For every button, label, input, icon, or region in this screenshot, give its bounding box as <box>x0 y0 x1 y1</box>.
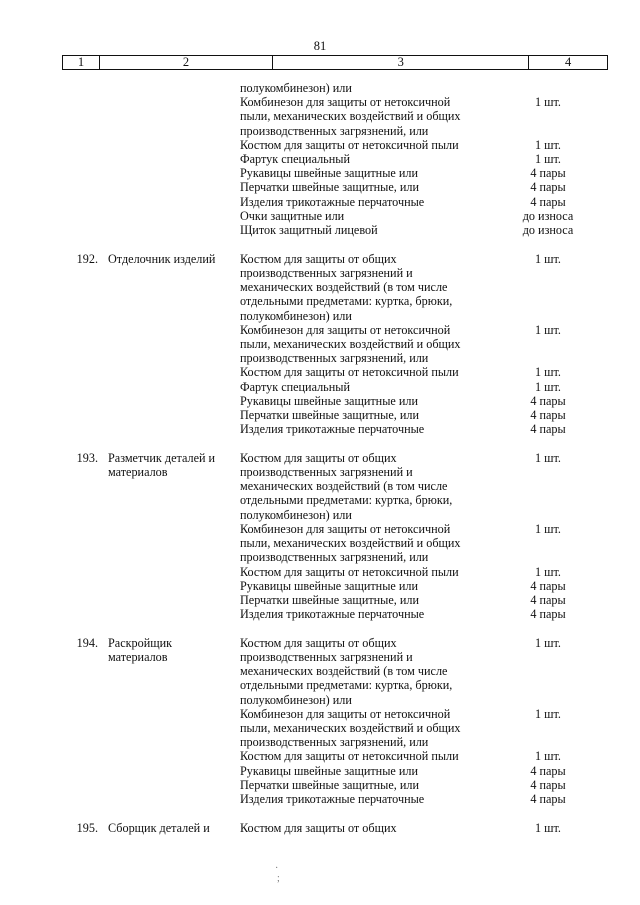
profession-name <box>98 636 240 806</box>
ppe-item <box>240 607 620 621</box>
ppe-item-line: производственных загрязнений, или <box>240 351 429 366</box>
ppe-item-description <box>240 138 485 152</box>
ppe-item <box>240 636 620 707</box>
ppe-item <box>240 394 620 408</box>
ppe-item-quantity: 4 пары <box>530 393 566 408</box>
ppe-item-quantity: 1 шт. <box>535 322 561 337</box>
ppe-item-description <box>240 422 485 436</box>
ppe-item <box>240 422 620 436</box>
ppe-item-line: Костюм для защиты от нетоксичной пыли <box>240 137 459 152</box>
ppe-item-quantity: до износа <box>522 208 574 223</box>
ppe-item-line: Костюм для защиты от общих <box>240 635 397 650</box>
row-number <box>62 81 98 237</box>
profession-name-line: материалов <box>108 465 168 480</box>
ppe-item-line: механических воздействий (в том числе <box>240 664 448 679</box>
ppe-item-description <box>240 451 485 522</box>
ppe-item-list <box>240 252 620 437</box>
table-row <box>62 451 622 621</box>
ppe-item-line: производственных загрязнений и <box>240 465 413 480</box>
ppe-item-description <box>240 579 485 593</box>
ppe-item-quantity: до износа <box>522 223 574 238</box>
ppe-item-line: механических воздействий (в том числе <box>240 479 448 494</box>
ppe-item-quantity: 4 пары <box>530 166 566 181</box>
ppe-item-description <box>240 380 485 394</box>
scan-artifact-mark: · <box>275 863 279 874</box>
ppe-item <box>240 522 620 565</box>
ppe-item <box>240 166 620 180</box>
ppe-item-list <box>240 81 620 237</box>
ppe-item-line: производственных загрязнений и <box>240 265 413 280</box>
ppe-item-quantity: 1 шт. <box>535 749 561 764</box>
ppe-item-line: Изделия трикотажные перчаточные <box>240 194 425 209</box>
group-spacer <box>62 621 622 636</box>
ppe-item-description <box>240 408 485 422</box>
ppe-item-line: производственных загрязнений, или <box>240 550 429 565</box>
ppe-item-description <box>240 223 485 237</box>
ppe-item-line: пыли, механических воздействий и общих <box>240 109 461 124</box>
ppe-item <box>240 195 620 209</box>
ppe-item <box>240 764 620 778</box>
ppe-item-line: механических воздействий (в том числе <box>240 280 448 295</box>
ppe-item-quantity: 1 шт. <box>535 450 561 465</box>
ppe-item-description <box>240 166 485 180</box>
ppe-item-quantity <box>485 81 611 95</box>
ppe-item-line: отдельными предметами: куртка, брюки, <box>240 678 453 693</box>
ppe-item-line: Костюм для защиты от нетоксичной пыли <box>240 564 459 579</box>
column-header-4: 4 <box>565 55 572 69</box>
ppe-item-line: Перчатки швейные защитные, или <box>240 777 420 792</box>
ppe-item-description <box>240 821 485 835</box>
ppe-item-line: Фартук специальный <box>240 152 350 167</box>
ppe-item <box>240 792 620 806</box>
ppe-item-line: Комбинезон для защиты от нетоксичной <box>240 322 451 337</box>
ppe-item-line: Перчатки швейные защитные, или <box>240 180 420 195</box>
ppe-item-quantity: 1 шт. <box>535 152 561 167</box>
ppe-item-quantity: 4 пары <box>530 407 566 422</box>
ppe-item-description <box>240 252 485 323</box>
table-row <box>62 81 622 237</box>
ppe-item-quantity: 4 пары <box>530 422 566 437</box>
ppe-item-line: производственных загрязнений и <box>240 650 413 665</box>
ppe-item <box>240 223 620 237</box>
ppe-item-line: Комбинезон для защиты от нетоксичной <box>240 95 451 110</box>
ppe-item-quantity: 1 шт. <box>535 365 561 380</box>
ppe-item <box>240 821 620 835</box>
ppe-item-list <box>240 451 620 621</box>
ppe-item-line: отдельными предметами: куртка, брюки, <box>240 294 453 309</box>
group-spacer <box>62 806 622 821</box>
row-number: 192. <box>76 251 98 266</box>
row-number: 193. <box>76 450 98 465</box>
ppe-item-description <box>240 81 485 95</box>
profession-name-line: Разметчик деталей и <box>108 450 216 465</box>
ppe-item <box>240 180 620 194</box>
profession-name <box>98 252 240 437</box>
ppe-item-line: Перчатки швейные защитные, или <box>240 592 420 607</box>
ppe-item <box>240 749 620 763</box>
ppe-item-description <box>240 593 485 607</box>
table-row <box>62 252 622 437</box>
ppe-item-description <box>240 209 485 223</box>
profession-name <box>98 451 240 621</box>
ppe-item-quantity: 1 шт. <box>535 635 561 650</box>
ppe-item-quantity: 4 пары <box>530 194 566 209</box>
ppe-item <box>240 408 620 422</box>
ppe-item <box>240 451 620 522</box>
column-header-row <box>62 55 608 70</box>
profession-name <box>98 81 240 237</box>
ppe-item-quantity: 4 пары <box>530 578 566 593</box>
ppe-item <box>240 95 620 138</box>
ppe-item-line: Комбинезон для защиты от нетоксичной <box>240 706 451 721</box>
ppe-item-quantity: 4 пары <box>530 763 566 778</box>
row-number: 194. <box>76 635 98 650</box>
table-row <box>62 636 622 806</box>
ppe-item-quantity: 1 шт. <box>535 137 561 152</box>
ppe-item-line: полукомбинезон) или <box>240 692 352 707</box>
ppe-item <box>240 778 620 792</box>
ppe-item-line: полукомбинезон) или <box>240 308 352 323</box>
row-number: 195. <box>76 820 98 835</box>
ppe-item-quantity: 1 шт. <box>535 820 561 835</box>
ppe-item-line: Рукавицы швейные защитные или <box>240 393 418 408</box>
ppe-item <box>240 323 620 366</box>
ppe-item <box>240 209 620 223</box>
ppe-item-list <box>240 821 620 835</box>
ppe-item-line: отдельными предметами: куртка, брюки, <box>240 493 453 508</box>
ppe-item-description <box>240 195 485 209</box>
ppe-item-description <box>240 180 485 194</box>
ppe-item-line: Костюм для защиты от нетоксичной пыли <box>240 749 459 764</box>
ppe-item-line: полукомбинезон) или <box>240 507 352 522</box>
ppe-item <box>240 579 620 593</box>
ppe-item-line: Щиток защитный лицевой <box>240 223 378 238</box>
ppe-item-description <box>240 607 485 621</box>
ppe-item-description <box>240 707 485 750</box>
ppe-item-description <box>240 778 485 792</box>
ppe-item <box>240 252 620 323</box>
ppe-item-description <box>240 565 485 579</box>
ppe-item-quantity: 4 пары <box>530 792 566 807</box>
ppe-item-line: Костюм для защиты от общих <box>240 450 397 465</box>
ppe-item-line: Костюм для защиты от общих <box>240 251 397 266</box>
ppe-item <box>240 380 620 394</box>
ppe-item-line: полукомбинезон) или <box>240 81 352 95</box>
ppe-item-line: Рукавицы швейные защитные или <box>240 578 418 593</box>
group-spacer <box>62 237 622 252</box>
ppe-item-line: Изделия трикотажные перчаточные <box>240 792 425 807</box>
ppe-item-line: пыли, механических воздействий и общих <box>240 721 461 736</box>
ppe-item-description <box>240 792 485 806</box>
ppe-item-line: Костюм для защиты от нетоксичной пыли <box>240 365 459 380</box>
ppe-item-quantity: 1 шт. <box>535 95 561 110</box>
ppe-item-description <box>240 365 485 379</box>
table-row <box>62 821 622 835</box>
ppe-item-line: Рукавицы швейные защитные или <box>240 763 418 778</box>
ppe-item-quantity: 4 пары <box>530 777 566 792</box>
ppe-item <box>240 565 620 579</box>
ppe-item-line: Фартук специальный <box>240 379 350 394</box>
ppe-item-line: производственных загрязнений, или <box>240 735 429 750</box>
ppe-item-quantity: 1 шт. <box>535 251 561 266</box>
column-header-3: 3 <box>273 56 529 69</box>
ppe-item-line: Перчатки швейные защитные, или <box>240 407 420 422</box>
ppe-item-description <box>240 323 485 366</box>
ppe-item-description <box>240 749 485 763</box>
profession-name-line: Сборщик деталей и <box>108 820 210 835</box>
profession-name-line: Отделочник изделий <box>108 251 216 266</box>
ppe-item <box>240 593 620 607</box>
ppe-item-quantity: 4 пары <box>530 592 566 607</box>
ppe-item <box>240 365 620 379</box>
ppe-item-quantity: 1 шт. <box>535 379 561 394</box>
ppe-item-line: Изделия трикотажные перчаточные <box>240 607 425 622</box>
ppe-item-list <box>240 636 620 806</box>
ppe-item-line: Очки защитные или <box>240 208 345 223</box>
ppe-item-description <box>240 764 485 778</box>
ppe-item-quantity: 1 шт. <box>535 564 561 579</box>
ppe-item <box>240 707 620 750</box>
ppe-item-quantity: 1 шт. <box>535 706 561 721</box>
ppe-item-line: Рукавицы швейные защитные или <box>240 166 418 181</box>
column-header-2: 2 <box>100 56 273 69</box>
ppe-item-description <box>240 95 485 138</box>
ppe-item-line: Изделия трикотажные перчаточные <box>240 422 425 437</box>
ppe-item-description <box>240 522 485 565</box>
ppe-item-quantity: 1 шт. <box>535 521 561 536</box>
ppe-item <box>240 81 620 95</box>
ppe-item-line: пыли, механических воздействий и общих <box>240 336 461 351</box>
ppe-item <box>240 138 620 152</box>
profession-name-line: материалов <box>108 650 168 665</box>
ppe-item-quantity: 4 пары <box>530 180 566 195</box>
ppe-item <box>240 152 620 166</box>
ppe-item-description <box>240 636 485 707</box>
document-table-body <box>62 81 622 835</box>
group-spacer <box>62 436 622 451</box>
page-number: 81 <box>313 39 327 53</box>
ppe-item-line: производственных загрязнений, или <box>240 123 429 138</box>
profession-name <box>98 821 240 835</box>
ppe-item-description <box>240 152 485 166</box>
ppe-item-line: Комбинезон для защиты от нетоксичной <box>240 521 451 536</box>
scan-artifact-mark: ; <box>277 873 280 884</box>
ppe-item-line: Костюм для защиты от общих <box>240 820 397 835</box>
ppe-item-quantity: 4 пары <box>530 607 566 622</box>
column-header-1: 1 <box>63 56 100 69</box>
ppe-item-description <box>240 394 485 408</box>
ppe-item-line: пыли, механических воздействий и общих <box>240 536 461 551</box>
profession-name-line: Раскройщик <box>108 635 173 650</box>
